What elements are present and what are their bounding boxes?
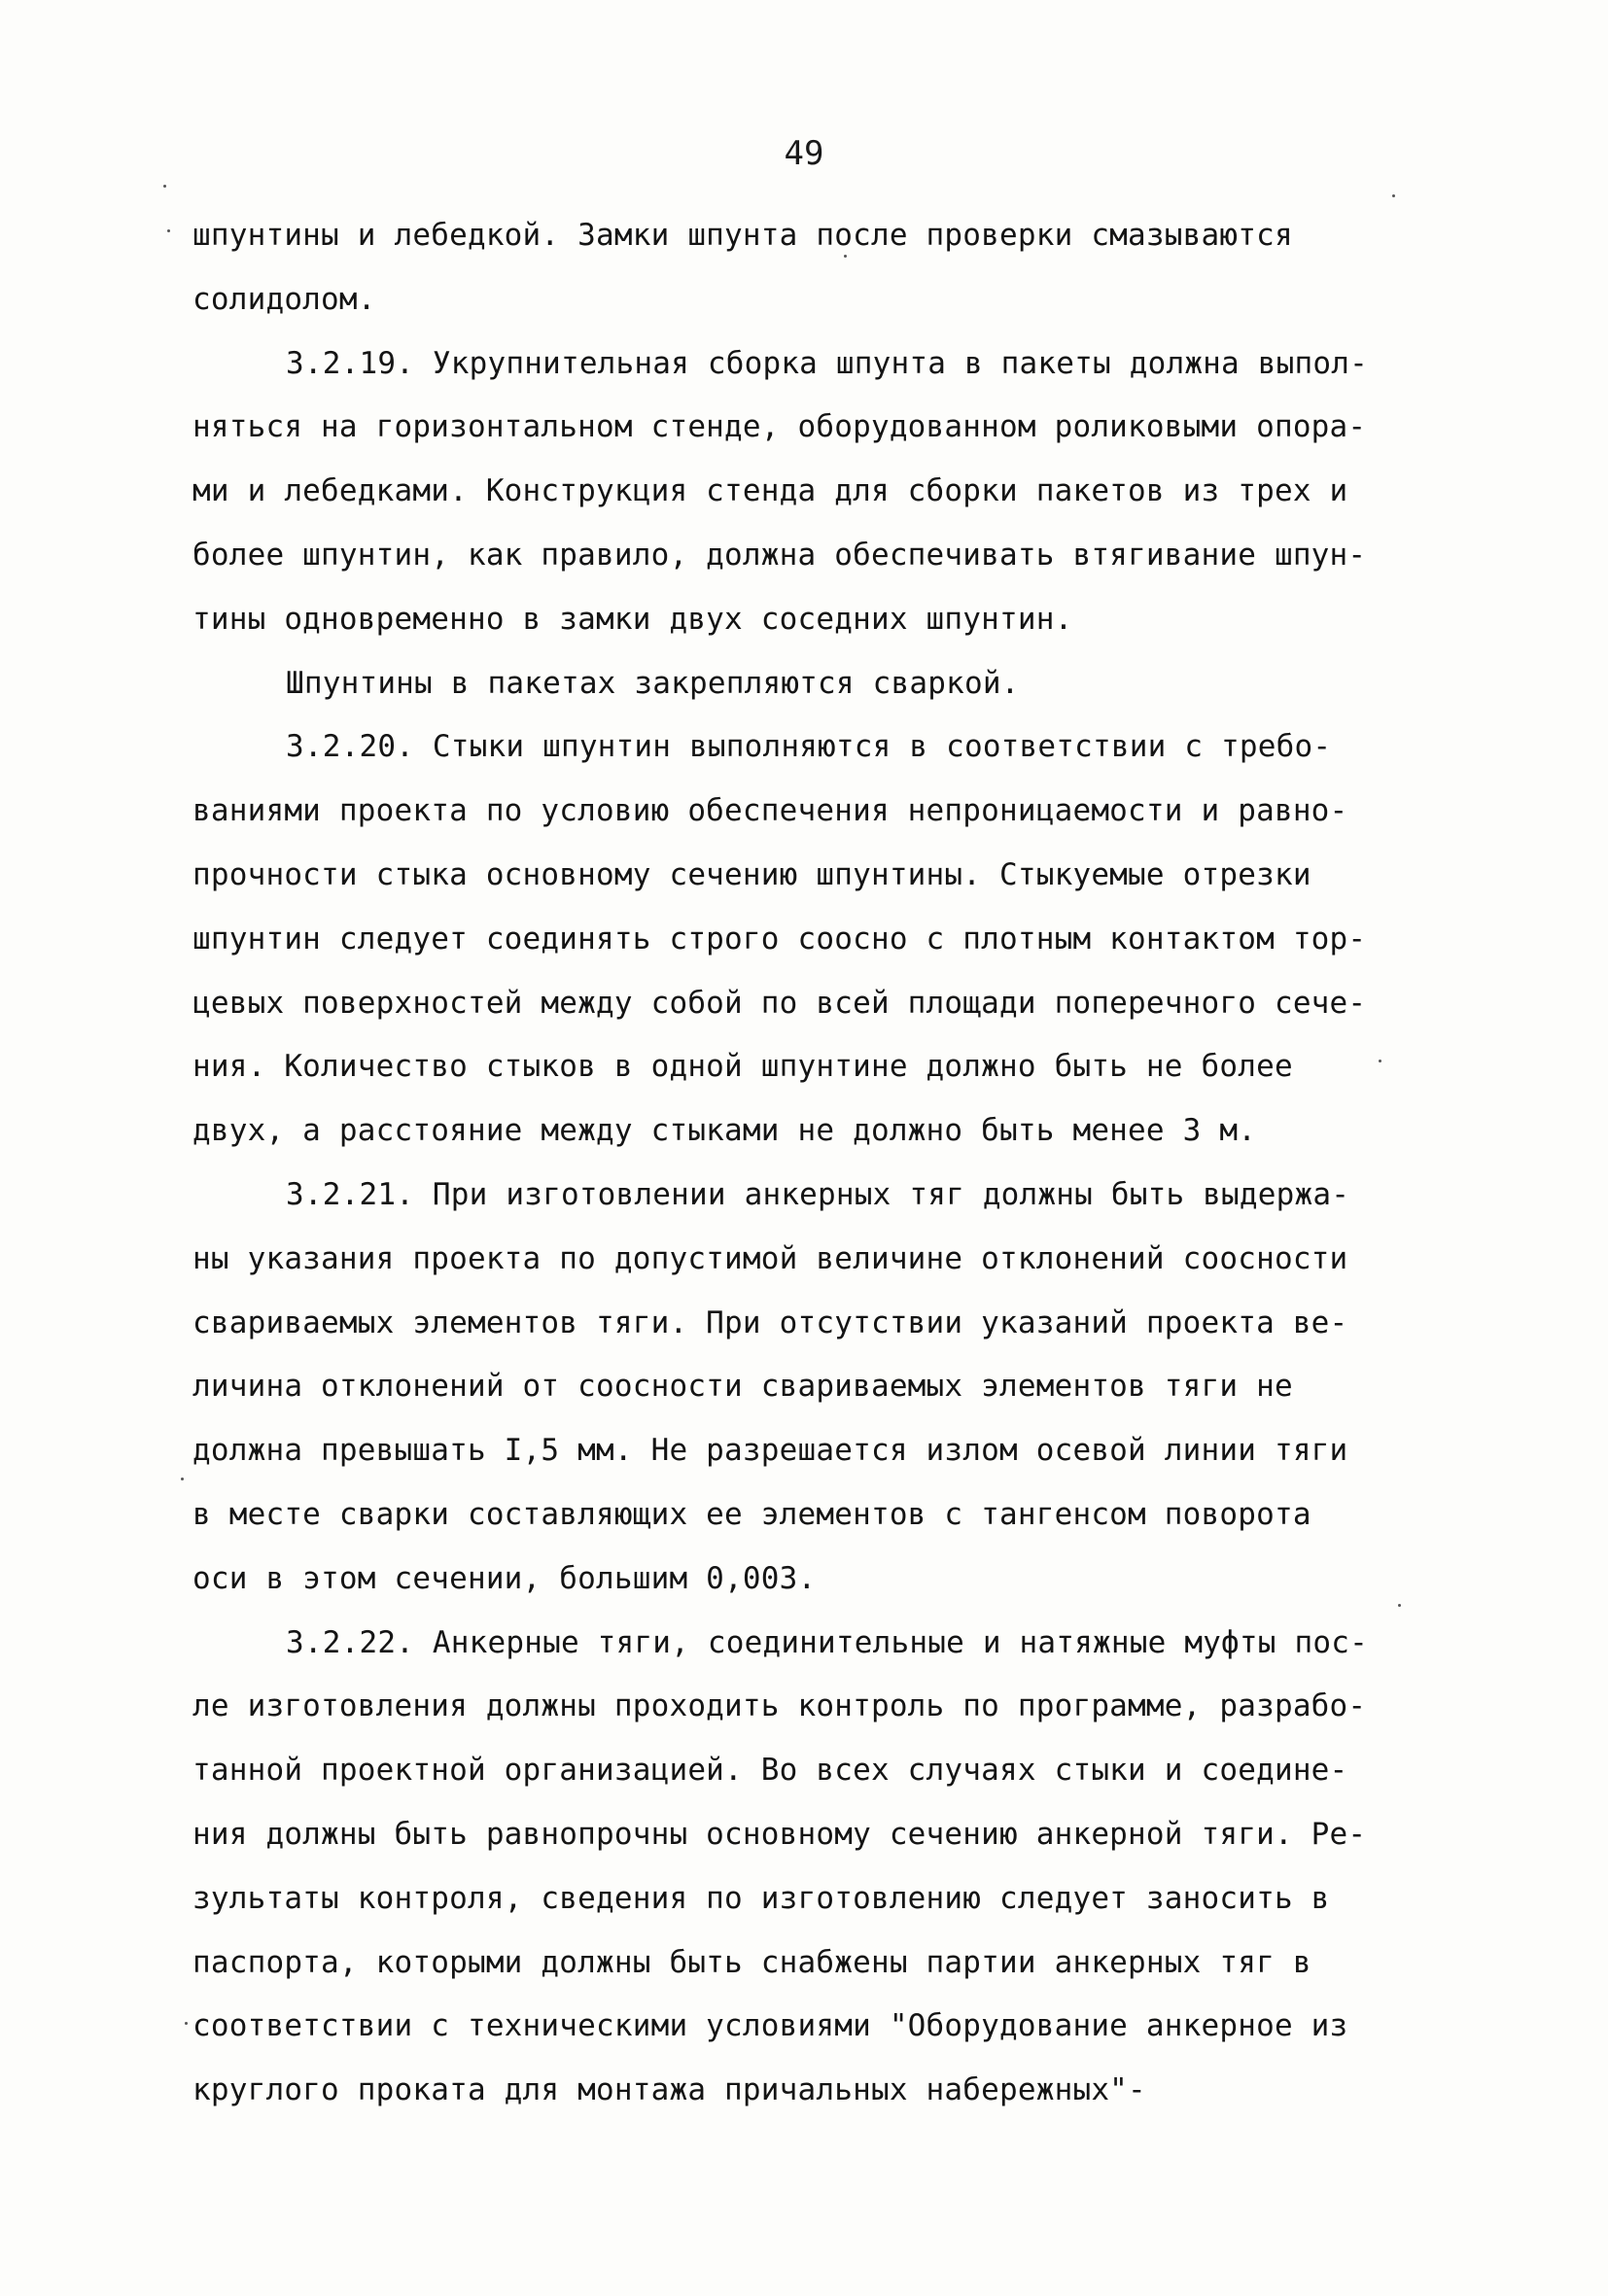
scan-speck: [185, 2022, 188, 2025]
text-line: прочности стыка основному сечению шпунтины. Стыкуемые отрезки: [192, 856, 1311, 892]
text-line: 3.2.19. Укрупнительная сборка шпунта в пакеты должна выпол-: [286, 345, 1368, 381]
text-line: шпунтины и лебедкой. Замки шпунта после проверки смазываются: [192, 218, 1293, 253]
scan-speck: [844, 255, 847, 258]
scan-speck: [1392, 194, 1395, 197]
text-line: ваниями проекта по условию обеспечения непроницаемости и равно-: [192, 793, 1348, 829]
text-line: ния должны быть равнопрочны основному сечению анкерной тяги. Ре-: [192, 1816, 1367, 1852]
text-line: паспорта, которыми должны быть снабжены партии анкерных тяг в: [192, 1944, 1311, 1980]
scan-speck: [181, 1478, 184, 1480]
text-line: более шпунтин, как правило, должна обеспечивать втягивание шпун-: [192, 537, 1367, 573]
body-text: [192, 204, 1417, 2123]
text-line: ле изготовления должны проходить контроль по программе, разрабо-: [192, 1688, 1367, 1724]
text-line: солидолом.: [192, 281, 376, 317]
text-line: должна превышать I,5 мм. Не разрешается излом осевой линии тяги: [192, 1433, 1348, 1469]
scan-speck: [1379, 1060, 1381, 1062]
text-line: ны указания проекта по допустимой величине отклонений соосности: [192, 1240, 1348, 1276]
text-line: Шпунтины в пакетах закрепляются сваркой.: [286, 665, 1020, 701]
text-line: ми и лебедками. Конструкция стенда для сборки пакетов из трех и: [192, 473, 1348, 509]
text-line: оси в этом сечении, большим 0,003.: [192, 1560, 817, 1596]
text-line: шпунтин следует соединять строго соосно с плотным контактом тор-: [192, 921, 1367, 957]
text-line: ния. Количество стыков в одной шпунтине должно быть не более: [192, 1049, 1293, 1085]
page-number: 49: [784, 134, 824, 173]
text-line: в месте сварки составляющих ее элементов с тангенсом поворота: [192, 1496, 1311, 1532]
scan-speck: [163, 185, 166, 188]
text-line: круглого проката для монтажа причальных набережных"-: [192, 2072, 1146, 2108]
text-line: тины одновременно в замки двух соседних шпунтин.: [192, 601, 1073, 637]
text-line: двух, а расстояние между стыками не должно быть менее 3 м.: [192, 1113, 1257, 1149]
scan-speck: [167, 229, 170, 232]
text-line: зультаты контроля, сведения по изготовлению следует заносить в: [192, 1880, 1330, 1916]
text-line: личина отклонений от соосности свариваемых элементов тяги не: [192, 1369, 1293, 1405]
text-line: соответствии с техническими условиями "Оборудование анкерное из: [192, 2008, 1348, 2044]
text-line: танной проектной организацией. Во всех случаях стыки и соедине-: [192, 1753, 1348, 1789]
text-line: 3.2.21. При изготовлении анкерных тяг должны быть выдержа-: [286, 1176, 1350, 1212]
text-line: цевых поверхностей между собой по всей площади поперечного сече-: [192, 985, 1367, 1021]
text-line: свариваемых элементов тяги. При отсутствии указаний проекта ве-: [192, 1305, 1348, 1340]
scan-speck: [1398, 1604, 1401, 1607]
text-line: 3.2.20. Стыки шпунтин выполняются в соответствии с требо-: [286, 729, 1332, 765]
text-line: няться на горизонтальном стенде, оборудованном роликовыми опора-: [192, 409, 1367, 445]
text-line: 3.2.22. Анкерные тяги, соединительные и натяжные муфты пос-: [286, 1624, 1368, 1660]
